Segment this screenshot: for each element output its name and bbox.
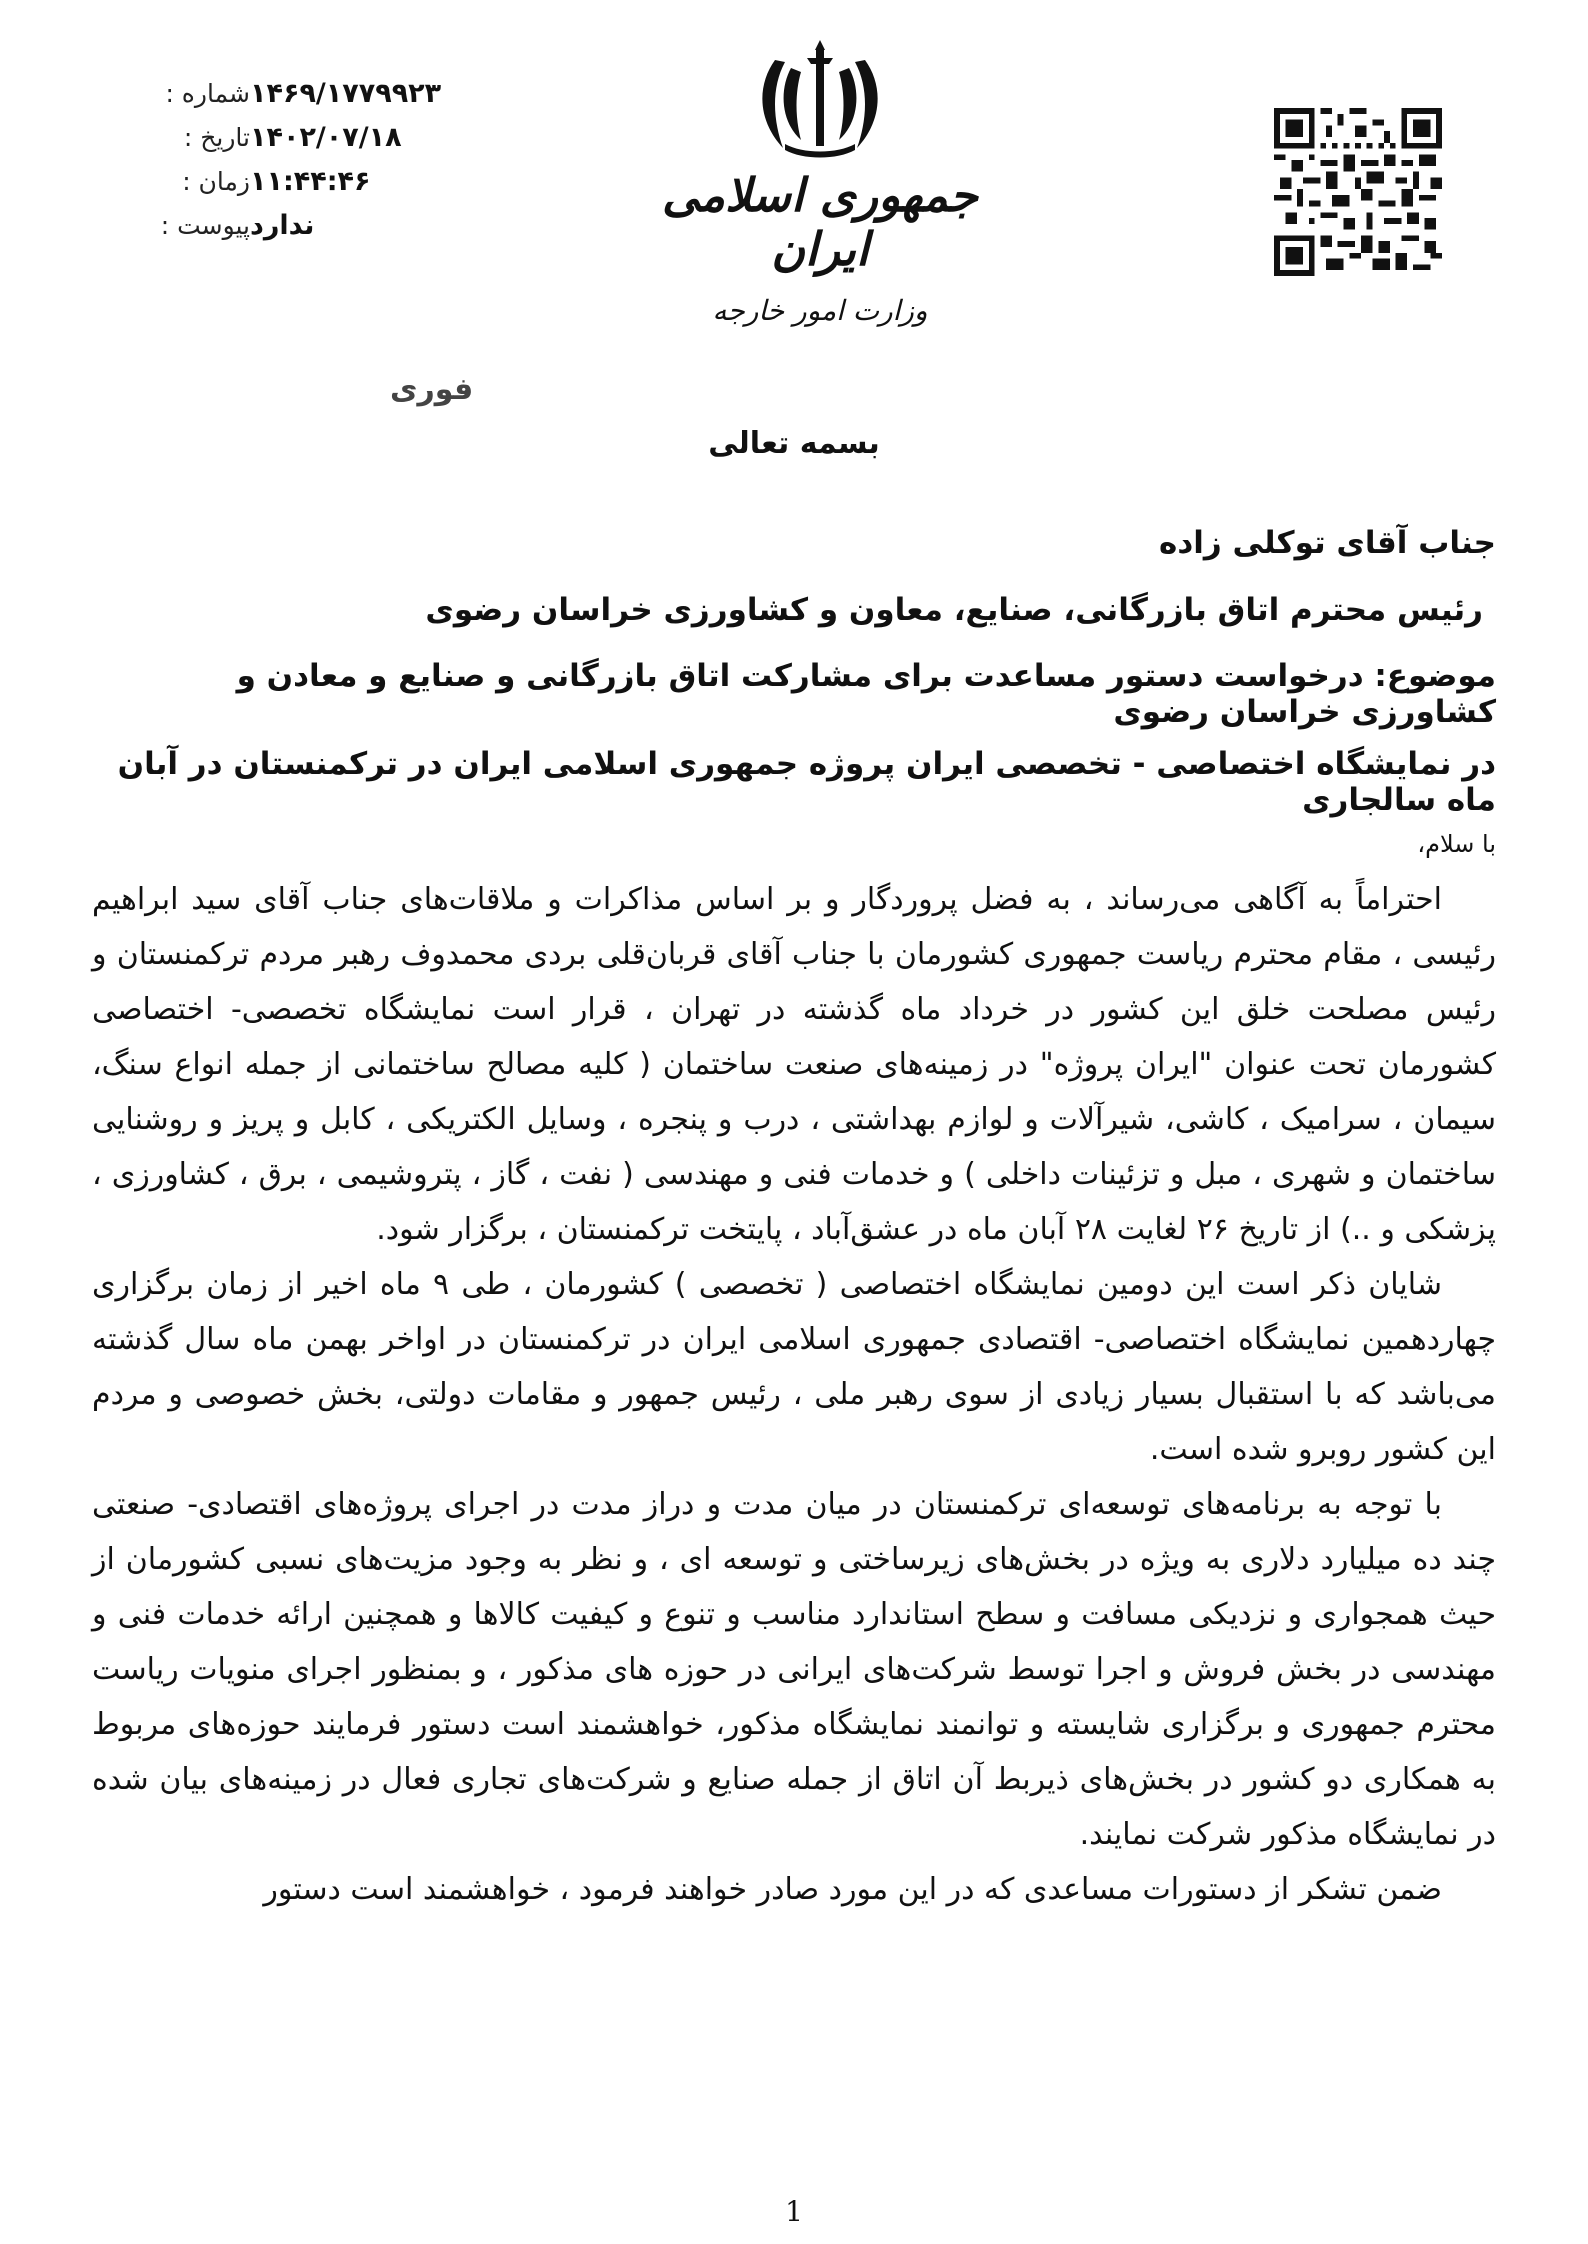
invocation: بسمه تعالی (708, 426, 880, 461)
meta-time-value: ۱۱:۴۴:۴۶ (250, 166, 371, 197)
letter-body (92, 872, 1496, 1917)
body-paragraph: ضمن تشکر از دستورات مساعدی که در این مورد صادر خواهند فرمود ، خواهشمند است دستور (263, 1872, 1442, 1907)
meta-date-value: ۱۴۰۲/۰۷/۱۸ (250, 122, 402, 153)
meta-attachment-label: پیوست : (160, 211, 250, 240)
org-name: جمهوری اسلامی ایران (662, 168, 978, 276)
meta-number-value: ۱۴۶۹/۱۷۷۹۹۲۳ (250, 78, 442, 109)
emblem-icon (755, 40, 885, 160)
meta-number-label: شماره : (165, 79, 250, 108)
body-paragraph: احتراماً به آگاهی می‌رساند ، به فضل پروردگار و بر اساس مذاکرات و ملاقات‌های جناب آقای سید ابراهیم رئیسی ، مقام محترم ریاست جمهوری کشورمان با جناب آقای قربان‌قلی بردی محمدوف رهبر مردم ترکمنستان و رئیس مصلحت خلق این کشور در خرداد ماه گذشته در تهران ، قرار است نمایشگاه تخصصی- اختصاصی کشورمان تحت عنوان "ایران پروژه" در زمینه‌های صنعت ساختمان ( کلیه مصالح ساختمانی از جمله انواع سنگ، سیمان ، سرامیک ، کاشی، شیرآلات و لوازم بهداشتی ، درب و پنجره ، وسایل الکتریکی ، کابل و پریز و روشنایی ساختمان و شهری ، مبل و تزئینات داخلی ) و خدمات فنی و مهندسی ( نفت ، گاز ، پتروشیمی ، برق ، کشاورزی ، پزشکی و ..) از تاریخ ۲۶ لغایت ۲۸ آبان ماه در عشق‌آباد ، پایتخت ترکمنستان ، برگزار شود. (92, 882, 1496, 1247)
subject-line-1: موضوع: درخواست دستور مساعدت برای مشارکت اتاق بازرگانی و صنایع و معادن و کشاورزی خراسان رضوی (236, 658, 1496, 730)
letterhead (660, 40, 980, 327)
meta-time-row (140, 166, 470, 210)
meta-number-row (140, 78, 470, 122)
body-paragraph: با توجه به برنامه‌های توسعه‌ای ترکمنستان در میان مدت و دراز مدت در اجرای پروژه‌های اقتصادی- صنعتی چند ده میلیارد دلاری به ویژه در بخش‌های زیرساختی و توسعه ای ، و نظر به وجود مزیت‌های نسبی کشورمان از حیث همجواری و نزدیکی مسافت و سطح استاندارد مناسب و تنوع و کیفیت کالاها و همچنین ارائه خدمات فنی و مهندسی در بخش فروش و اجرا توسط شرکت‌های ایرانی در حوزه های مذکور ، و بمنظور اجرای منویات ریاست محترم جمهوری و برگزاری شایسته و توانمند نمایشگاه مذکور، خواهشمند است دستور فرمایند حوزه‌های مربوط به همکاری دو کشور در بخش‌های ذیربط آن اتاق از جمله صنایع و شرکت‌های تجاری فعال در زمینه‌های بیان شده در نمایشگاه مذکور شرکت نمایند. (92, 1487, 1496, 1852)
meta-date-label: تاریخ : (183, 123, 250, 152)
greeting: با سلام، (1417, 830, 1496, 858)
letter-meta (140, 78, 470, 254)
qr-code-icon (1274, 108, 1442, 276)
page-number: 1 (785, 2195, 803, 2228)
meta-attachment-value: ندارد (250, 210, 315, 241)
addressee-position: رئیس محترم اتاق بازرگانی، صنایع، معاون و کشاورزی خراسان رضوی (425, 592, 1483, 628)
meta-attachment-row (140, 210, 470, 254)
meta-date-row (140, 122, 470, 166)
addressee: جناب آقای توکلی زاده (1159, 525, 1496, 561)
ministry-name: وزارت امور خارجه (712, 294, 928, 327)
urgent-label: فوری (390, 372, 474, 407)
subject-line-2: در نمایشگاه اختصاصی - تخصصی ایران پروژه جمهوری اسلامی ایران در ترکمنستان در آبان ماه سالجاری (117, 746, 1496, 818)
meta-time-label: زمان : (182, 167, 250, 196)
body-paragraph: شایان ذکر است این دومین نمایشگاه اختصاصی ( تخصصی ) کشورمان ، طی ۹ ماه اخیر از زمان برگزاری چهاردهمین نمایشگاه اختصاصی- اقتصادی جمهوری اسلامی ایران در ترکمنستان در اواخر بهمن ماه سال گذشته می‌باشد که با استقبال بسیار زیادی از سوی رهبر ملی ، رئیس جمهور و مقامات دولتی، بخش خصوصی و مردم این کشور روبرو شده است. (92, 1267, 1496, 1467)
